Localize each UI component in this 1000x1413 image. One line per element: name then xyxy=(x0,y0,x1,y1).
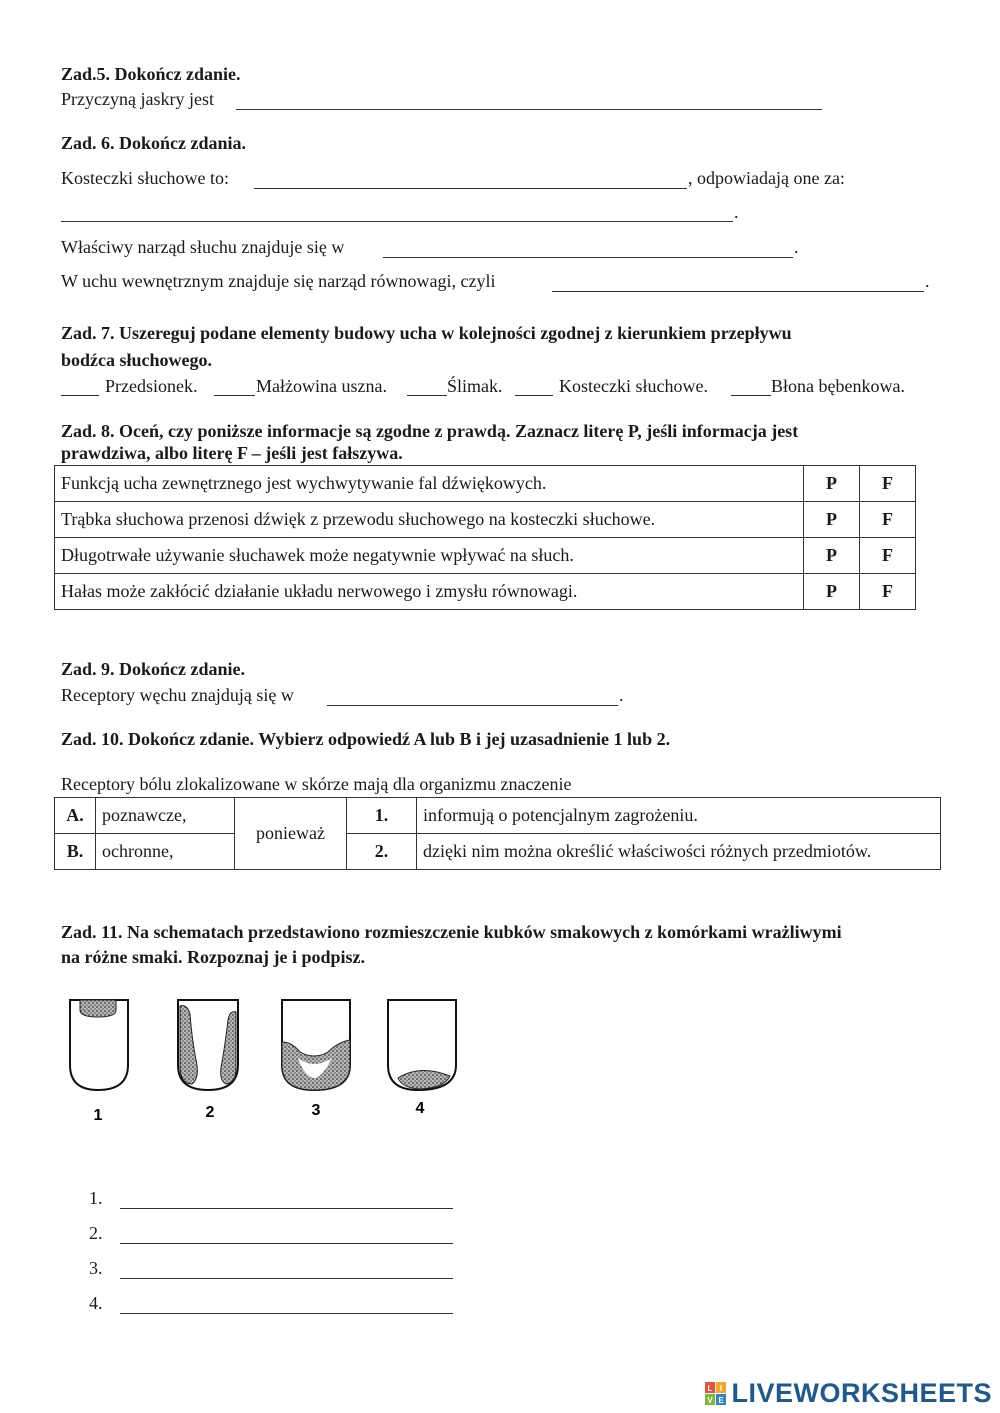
zad10-title: Zad. 10. Dokończ zdanie. Wybierz odpowiedź A lub B i jej uzasadnienie 1 lub 2. xyxy=(61,729,671,749)
figure-label-1: 1 xyxy=(93,1107,103,1124)
zad7-order-input-3[interactable] xyxy=(407,374,447,396)
true-option-2[interactable]: P xyxy=(804,502,860,538)
zad6-balance-organ-input[interactable] xyxy=(552,270,924,292)
taste-bud-figure-4 xyxy=(388,1000,456,1090)
false-option-1[interactable]: F xyxy=(860,466,916,502)
table-row xyxy=(55,798,941,834)
connector-word: ponieważ xyxy=(235,798,347,870)
answer-number-2: 2. xyxy=(89,1223,103,1243)
zad9-answer-input[interactable] xyxy=(327,684,618,706)
zad5-answer-input[interactable] xyxy=(236,88,822,110)
zad6-function-input[interactable] xyxy=(61,200,733,222)
zad6-line4-text: W uchu wewnętrznym znajduje się narząd równowagi, czyli xyxy=(61,271,496,291)
reason-2-text[interactable]: dzięki nim można określić właściwości różnych przedmiotów. xyxy=(417,834,941,870)
svg-text:E: E xyxy=(718,1395,725,1405)
option-a-text[interactable]: poznawcze, xyxy=(96,798,235,834)
true-option-3[interactable]: P xyxy=(804,538,860,574)
figure-label-3: 3 xyxy=(311,1102,321,1119)
true-option-4[interactable]: P xyxy=(804,574,860,610)
svg-text:I: I xyxy=(720,1383,723,1393)
zad6-line1-text: Kosteczki słuchowe to: xyxy=(61,168,229,188)
liveworksheets-wordmark: LIVEWORKSHEETS xyxy=(731,1378,992,1408)
taste-answer-input-4[interactable] xyxy=(120,1292,453,1314)
zad7-item-4: Kosteczki słuchowe. xyxy=(559,376,708,396)
false-option-3[interactable]: F xyxy=(860,538,916,574)
svg-text:L: L xyxy=(708,1383,713,1393)
zad7-item-1: Przedsionek. xyxy=(105,376,198,396)
false-option-2[interactable]: F xyxy=(860,502,916,538)
zad8-title-line1: Zad. 8. Oceń, czy poniższe informacje są zgodne z prawdą. Zaznacz literę P, jeśli informacja jest xyxy=(61,421,799,441)
option-b-text[interactable]: ochronne, xyxy=(96,834,235,870)
svg-text:V: V xyxy=(707,1395,714,1405)
zad9-text: Receptory węchu znajdują się w xyxy=(61,685,294,705)
liveworksheets-logo xyxy=(705,1378,992,1409)
answer-number-4: 4. xyxy=(89,1293,103,1313)
table-row xyxy=(55,538,916,574)
zad7-item-5: Błona bębenkowa. xyxy=(771,376,905,396)
zad7-item-2: Małżowina uszna. xyxy=(256,376,387,396)
true-option-1[interactable]: P xyxy=(804,466,860,502)
zad7-title-line1: Zad. 7. Uszereguj podane elementy budowy ucha w kolejności zgodnej z kierunkiem przepływu xyxy=(61,323,792,343)
zad11-title-line1: Zad. 11. Na schematach przedstawiono rozmieszczenie kubków smakowych z komórkami wrażliwymi xyxy=(61,922,842,942)
true-false-table xyxy=(54,465,916,610)
zad5-text: Przyczyną jaskry jest xyxy=(61,89,214,109)
zad7-item-3: Ślimak. xyxy=(447,376,503,396)
figure-label-4: 4 xyxy=(415,1100,425,1117)
zad6-line1-suffix: , odpowiadają one za: xyxy=(688,168,845,188)
taste-bud-figure-3 xyxy=(282,1000,350,1090)
taste-bud-figure-2 xyxy=(178,1000,238,1090)
reason-1-text[interactable]: informują o potencjalnym zagrożeniu. xyxy=(417,798,941,834)
zad6-line4-end: . xyxy=(925,271,930,291)
taste-bud-figure-1 xyxy=(70,1000,128,1090)
zad8-title-line2: prawdziwa, albo literę F – jeśli jest fałszywa. xyxy=(61,443,403,463)
taste-answer-input-1[interactable] xyxy=(120,1187,453,1209)
zad7-order-input-2[interactable] xyxy=(214,374,255,396)
zad10-intro: Receptory bólu zlokalizowane w skórze mają dla organizmu znaczenie xyxy=(61,774,572,794)
taste-buds-diagram xyxy=(60,990,480,1125)
option-a-letter[interactable]: A. xyxy=(55,798,96,834)
answer-number-3: 3. xyxy=(89,1258,103,1278)
zad7-title-line2: bodźca słuchowego. xyxy=(61,350,213,370)
answer-number-1: 1. xyxy=(89,1188,103,1208)
zad6-ossicles-input[interactable] xyxy=(254,167,687,189)
reason-1-number[interactable]: 1. xyxy=(347,798,417,834)
zad7-order-input-4[interactable] xyxy=(515,374,553,396)
zad6-line3-end: . xyxy=(794,237,799,257)
choice-table xyxy=(54,797,941,870)
statement-4: Hałas może zakłócić działanie układu nerwowego i zmysłu równowagi. xyxy=(55,574,804,610)
zad11-title-line2: na różne smaki. Rozpoznaj je i podpisz. xyxy=(61,947,366,967)
zad7-order-input-1[interactable] xyxy=(61,374,99,396)
figure-label-2: 2 xyxy=(205,1104,215,1121)
option-b-letter[interactable]: B. xyxy=(55,834,96,870)
false-option-4[interactable]: F xyxy=(860,574,916,610)
table-row xyxy=(55,466,916,502)
statement-1: Funkcją ucha zewnętrznego jest wychwytywanie fal dźwiękowych. xyxy=(55,466,804,502)
table-row xyxy=(55,834,941,870)
zad6-title: Zad. 6. Dokończ zdania. xyxy=(61,133,247,153)
zad6-line3-text: Właściwy narząd słuchu znajduje się w xyxy=(61,237,345,257)
table-row xyxy=(55,502,916,538)
zad9-end: . xyxy=(619,685,624,705)
taste-answer-input-2[interactable] xyxy=(120,1222,453,1244)
zad6-line2-end: . xyxy=(734,202,739,222)
liveworksheets-logo-icon xyxy=(705,1382,727,1406)
taste-answer-input-3[interactable] xyxy=(120,1257,453,1279)
zad9-title: Zad. 9. Dokończ zdanie. xyxy=(61,659,246,679)
zad5-title: Zad.5. Dokończ zdanie. xyxy=(61,64,241,84)
table-row xyxy=(55,574,916,610)
zad7-order-input-5[interactable] xyxy=(731,374,771,396)
reason-2-number[interactable]: 2. xyxy=(347,834,417,870)
statement-2: Trąbka słuchowa przenosi dźwięk z przewodu słuchowego na kosteczki słuchowe. xyxy=(55,502,804,538)
statement-3: Długotrwałe używanie słuchawek może negatywnie wpływać na słuch. xyxy=(55,538,804,574)
zad6-hearing-organ-input[interactable] xyxy=(383,236,793,258)
